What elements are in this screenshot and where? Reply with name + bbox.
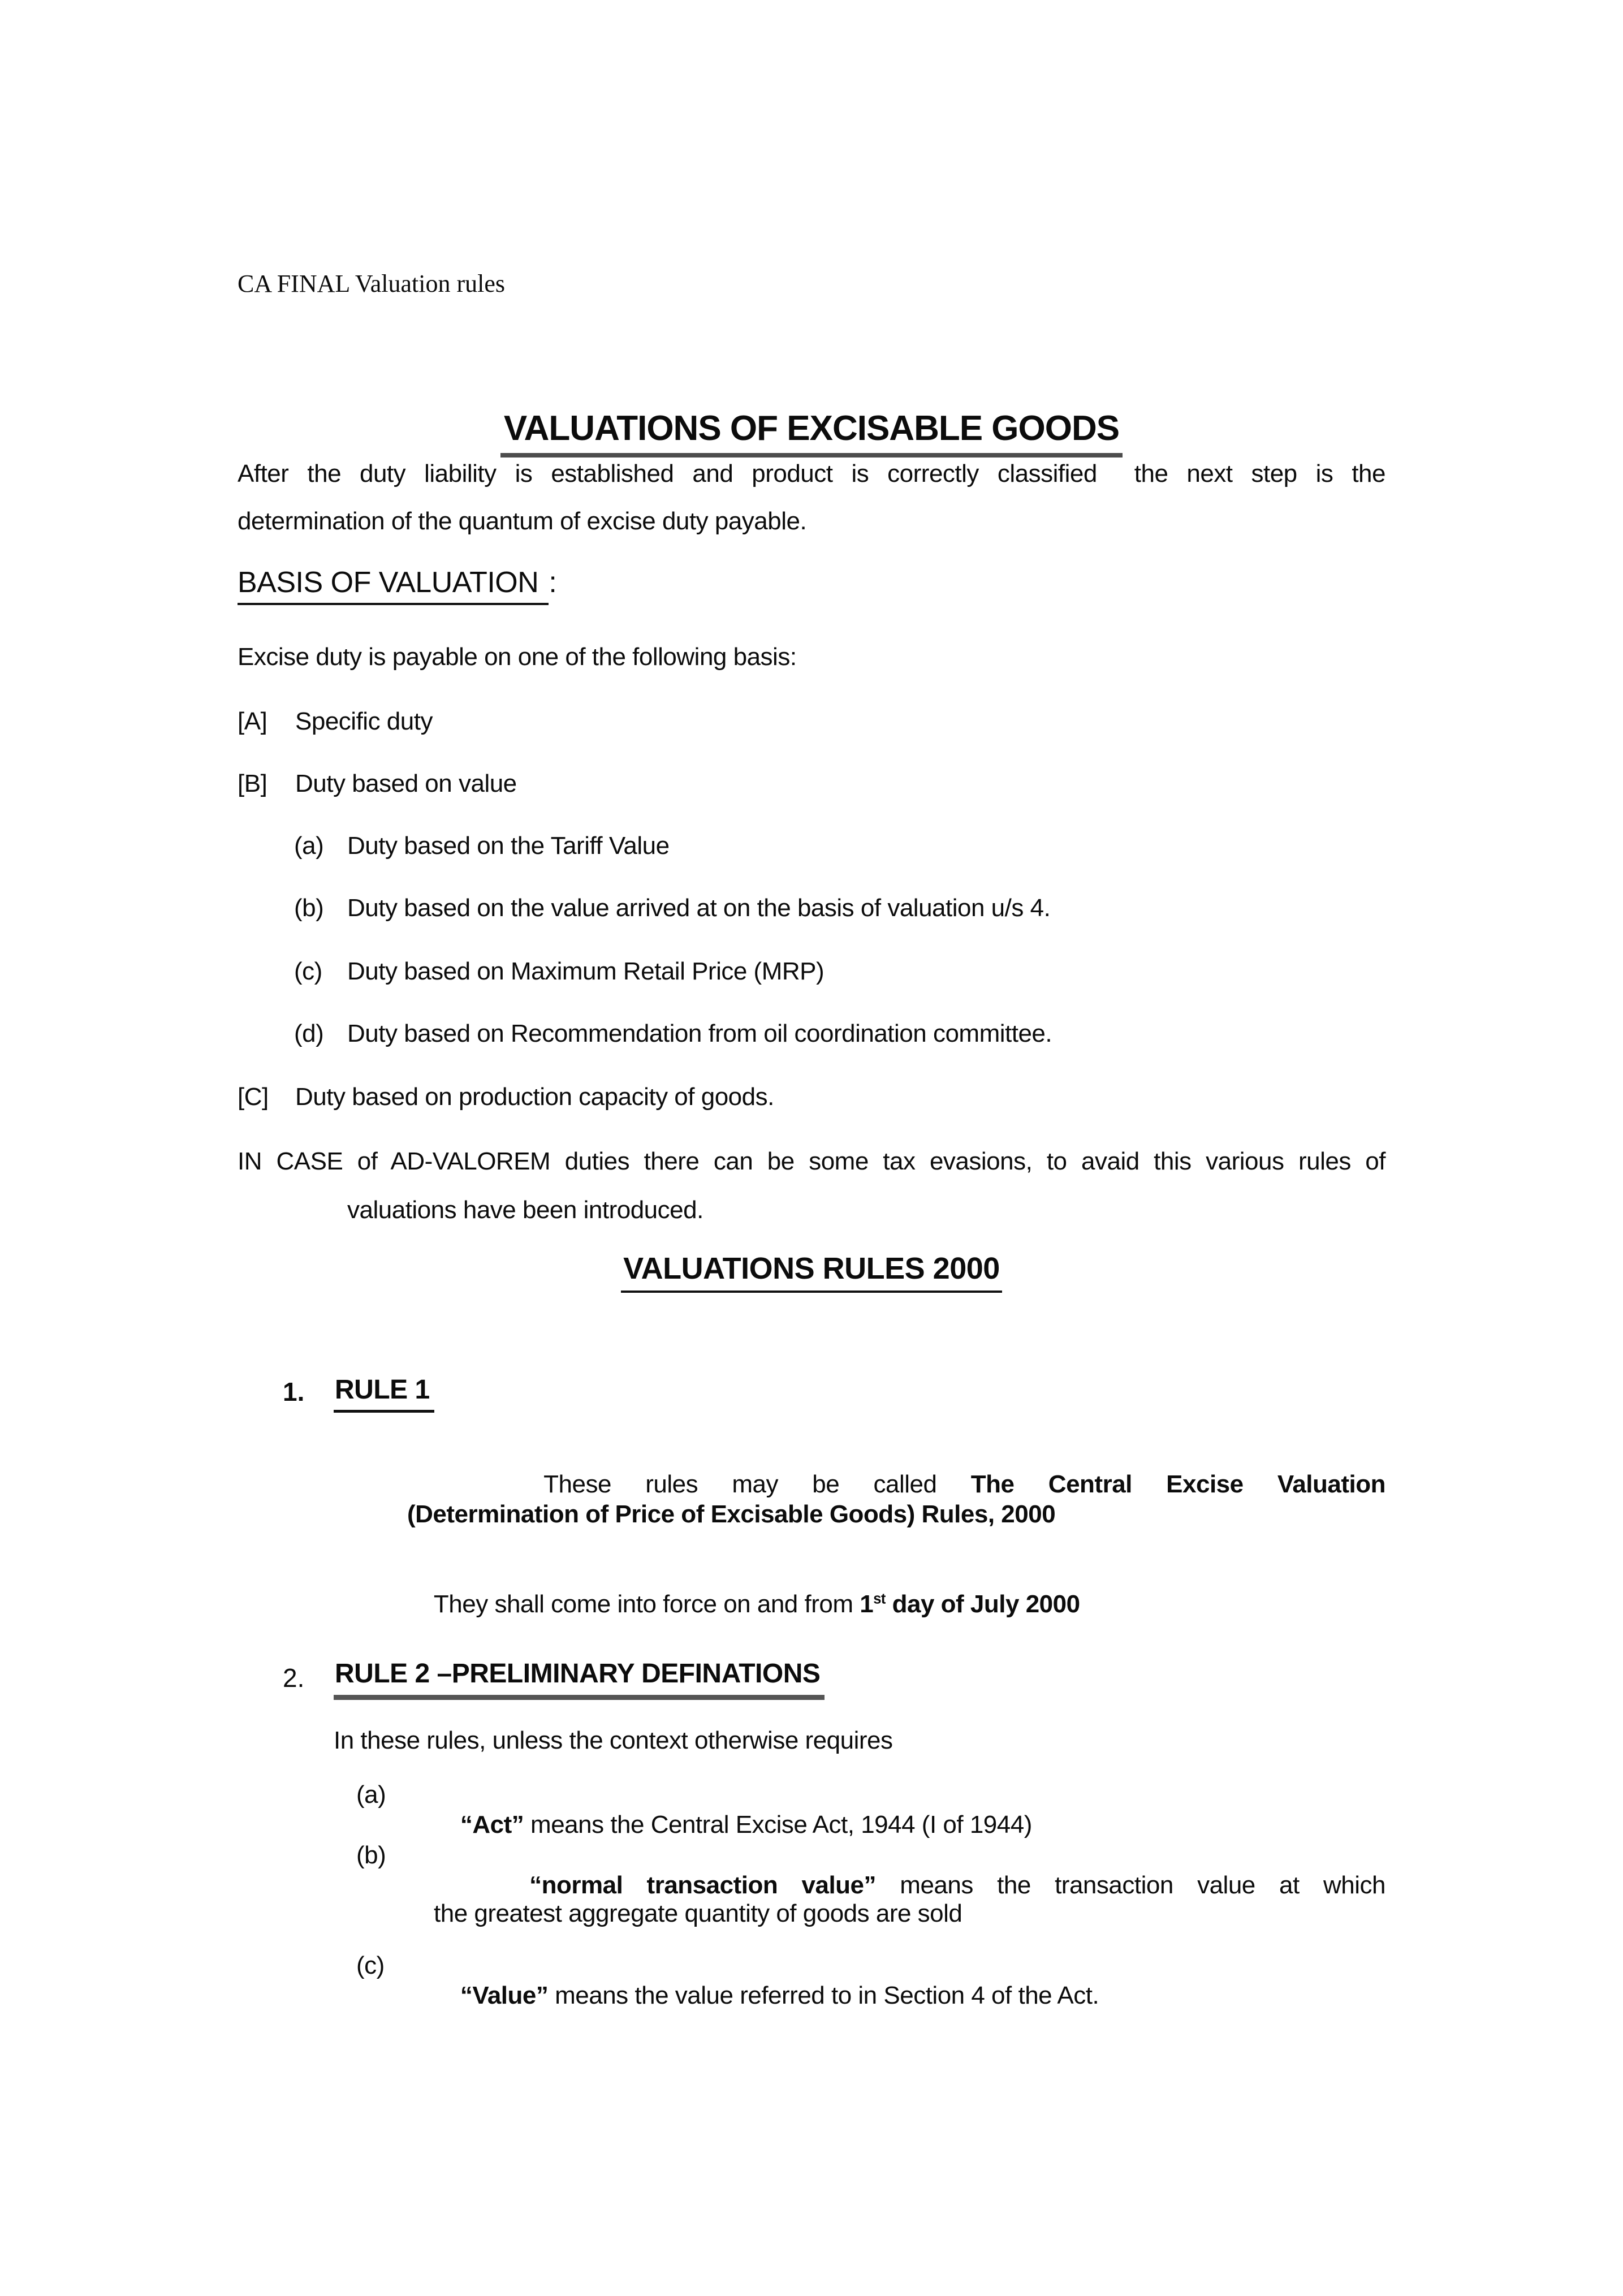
rule1-heading-wrap [334, 1374, 434, 1413]
definition-b-line-2: the greatest aggregate quantity of goods are sold [434, 1900, 962, 1927]
definition-a-term: “Act” [460, 1810, 524, 1838]
doc-title: VALUATIONS OF EXCISABLE GOODS [500, 408, 1123, 458]
list-marker: [C] [238, 1083, 269, 1111]
definition-marker: (b) [356, 1841, 386, 1869]
rule1-force-line [407, 1560, 1080, 1649]
rule2-heading-wrap [334, 1658, 825, 1700]
rule1-body-normal: These rules may be called [543, 1470, 971, 1498]
definition-marker: (c) [356, 1952, 385, 1979]
definition-marker: (a) [356, 1781, 386, 1809]
definition-c [434, 1951, 1099, 2040]
list-marker: [B] [238, 770, 267, 797]
definition-b-rest: means the transaction value at which [876, 1871, 1385, 1899]
definition-a-rest: means the Central Excise Act, 1944 (I of 1944) [524, 1810, 1032, 1838]
list-marker: (d) [294, 1020, 324, 1047]
list-marker: [A] [238, 707, 267, 735]
basis-lead: Excise duty is payable on one of the following basis: [238, 643, 797, 671]
rule1-body-bold: The Central Excise Valuation [970, 1470, 1386, 1498]
definition-c-rest: means the value referred to in Section 4 of the Act. [548, 1981, 1099, 2009]
list-item: Duty based on the value arrived at on the basis of valuation u/s 4. [347, 894, 1051, 922]
rule1-body-line-2: (Determination of Price of Excisable Goods) Rules, 2000 [407, 1500, 1056, 1528]
intro-line-2: determination of the quantum of excise duty payable. [238, 507, 807, 535]
basis-heading-colon: : [549, 566, 557, 599]
doc-header: CA FINAL Valuation rules [238, 270, 505, 297]
list-item: Duty based on the Tariff Value [347, 832, 670, 860]
list-item: Duty based on Recommendation from oil coordination committee. [347, 1020, 1052, 1047]
advalorem-note-line-2: valuations have been introduced. [347, 1196, 703, 1224]
rule1-force-num: 1 [860, 1590, 874, 1618]
rule1-force-rest: day of July 2000 [885, 1590, 1080, 1618]
rule1-number: 1. [283, 1377, 305, 1406]
doc-title-wrap [238, 408, 1385, 458]
list-item: Duty based on Maximum Retail Price (MRP) [347, 957, 825, 985]
rule1-heading: RULE 1 [334, 1374, 434, 1413]
rules-title-wrap [238, 1251, 1385, 1293]
rule2-number: 2. [283, 1663, 305, 1693]
rule2-lead: In these rules, unless the context otherwise requires [334, 1727, 893, 1754]
advalorem-note-line-1: IN CASE of AD-VALOREM duties there can be some tax evasions, to avaid this various rules of [238, 1147, 1385, 1175]
basis-heading-wrap [238, 566, 556, 605]
definition-b-term: “normal transaction value” [529, 1871, 877, 1899]
list-marker: (a) [294, 832, 324, 860]
list-item: Duty based on production capacity of goods. [295, 1083, 774, 1111]
basis-heading: BASIS OF VALUATION [238, 566, 549, 605]
list-marker: (c) [294, 957, 322, 985]
rule2-heading: RULE 2 –PRELIMINARY DEFINATIONS [334, 1658, 825, 1700]
list-item: Specific duty [295, 707, 433, 735]
rules-title: VALUATIONS RULES 2000 [621, 1251, 1002, 1293]
list-marker: (b) [294, 894, 324, 922]
intro-line-1: After the duty liability is established and product is correctly classified the next step is the [238, 460, 1385, 487]
definition-c-term: “Value” [460, 1981, 549, 2009]
list-item: Duty based on value [295, 770, 517, 797]
rule1-force-normal: They shall come into force on and from [433, 1590, 860, 1618]
rule1-force-sup: st [873, 1591, 886, 1607]
